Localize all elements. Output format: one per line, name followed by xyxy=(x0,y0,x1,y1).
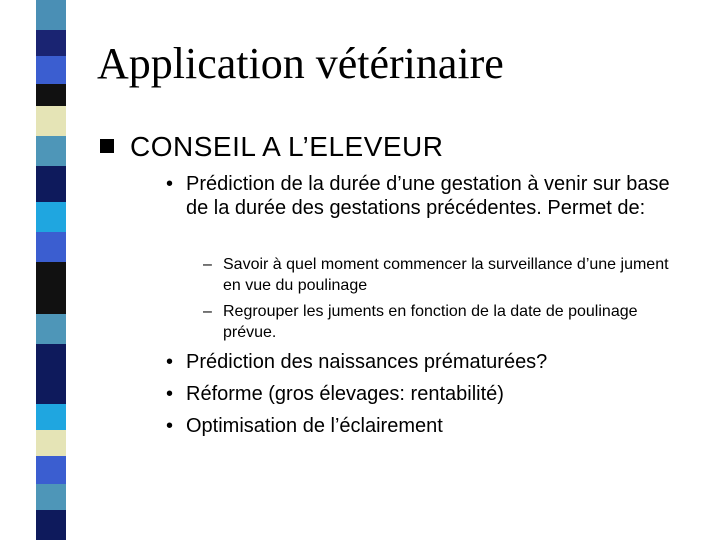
slide-title: Application vétérinaire xyxy=(97,39,504,88)
bullet-text: Optimisation de l’éclairement xyxy=(186,415,443,437)
bullet-text: Réforme (gros élevages: rentabilité) xyxy=(186,383,504,405)
level1-text: CONSEIL A L’ELEVEUR xyxy=(130,131,444,162)
stripe-block xyxy=(36,314,66,344)
bullet-text: Prédiction des naissances prématurées? xyxy=(186,351,548,373)
stripe-block xyxy=(36,136,66,166)
bullet-dot-icon: • xyxy=(166,173,174,195)
stripe-block xyxy=(36,430,66,456)
stripe-block xyxy=(36,344,66,404)
stripe-block xyxy=(36,0,66,30)
stripe-block xyxy=(36,106,66,136)
stripe-block xyxy=(36,166,66,202)
stripe-block xyxy=(36,56,66,84)
stripe-block xyxy=(36,30,66,56)
bullet-text: Prédiction de la durée d’une gestation à venir sur base de la durée des gestations précédentes. Permet de: xyxy=(186,173,670,219)
bullet-dot-icon: • xyxy=(166,351,174,373)
stripe-block xyxy=(36,484,66,510)
bullet-dot-icon: • xyxy=(166,383,174,405)
dash-bullet-icon: – xyxy=(203,256,212,273)
stripe-block xyxy=(36,510,66,540)
square-bullet-icon xyxy=(100,139,114,153)
dash-bullet-icon: – xyxy=(203,303,212,320)
stripe-block xyxy=(36,404,66,430)
decorative-stripe-bar xyxy=(36,0,66,540)
stripe-block xyxy=(36,202,66,232)
stripe-block xyxy=(36,232,66,262)
subbullet-text: Regrouper les juments en fonction de la date de poulinage prévue. xyxy=(223,303,638,341)
stripe-block xyxy=(36,262,66,314)
bullet-dot-icon: • xyxy=(166,415,174,437)
subbullet-text: Savoir à quel moment commencer la surveillance d’une jument en vue du poulinage xyxy=(223,256,669,294)
stripe-block xyxy=(36,456,66,484)
stripe-block xyxy=(36,84,66,106)
